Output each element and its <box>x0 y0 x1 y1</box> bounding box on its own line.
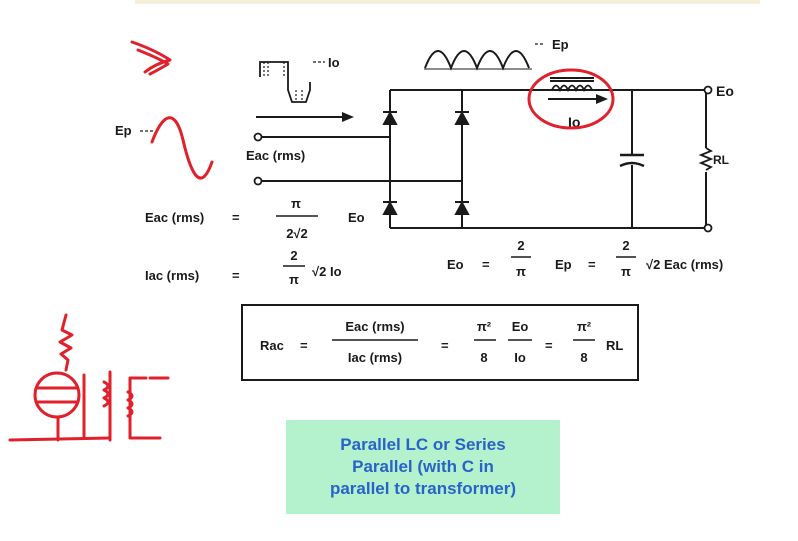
eq2-numerator: 2 <box>290 248 298 263</box>
box-equals-3: = <box>545 338 553 353</box>
box-equals-2: = <box>441 338 449 353</box>
load-resistor <box>701 148 711 170</box>
inductor-current-arrow <box>548 94 608 104</box>
eq1-numerator: π <box>291 196 301 211</box>
eq2-denominator: π <box>289 272 299 287</box>
eq2-lhs: Iac (rms) <box>145 268 200 283</box>
capacitor <box>620 155 644 166</box>
diode-lower-right <box>455 202 469 214</box>
eq3-denominator: π <box>516 264 526 279</box>
ep-left-label: Ep <box>115 123 132 138</box>
top-bar <box>135 0 760 4</box>
square-current-waveform <box>260 62 325 102</box>
circuit-wires <box>260 90 706 228</box>
rl-label: RL <box>713 153 729 167</box>
eq3-numerator: 2 <box>517 238 525 253</box>
triode-sketch-icon <box>10 315 168 440</box>
box-equals-1: = <box>300 338 308 353</box>
box-f3-denominator: Io <box>514 350 526 365</box>
input-terminal-top <box>255 134 262 141</box>
eq2-rhs: √2 Io <box>312 264 342 279</box>
rectified-waveform-ep <box>425 51 529 68</box>
chevron-scribble-icon <box>132 42 170 74</box>
eq3-equals-2: = <box>588 257 596 272</box>
eq3-numerator-2: 2 <box>622 238 630 253</box>
eq3-ep: Ep <box>555 257 572 272</box>
eq3-equals: = <box>482 257 490 272</box>
caption-box <box>286 420 560 514</box>
caption-line-3: parallel to transformer) <box>329 479 517 498</box>
box-f2-denominator: 8 <box>480 350 488 365</box>
box-lhs: Rac <box>260 338 284 353</box>
eo-output-label: Eo <box>716 83 734 99</box>
caption-line-2: Parallel (with C in <box>352 457 494 476</box>
io-inductor-label: Io <box>568 114 581 130</box>
eq3-eo: Eo <box>447 257 464 272</box>
eq3-rhs: √2 Eac (rms) <box>646 257 724 272</box>
box-f4-denominator: 8 <box>580 350 588 365</box>
caption-line-1: Parallel LC or Series <box>340 435 506 454</box>
eq1-equals: = <box>232 210 240 225</box>
diode-upper-left <box>383 112 397 124</box>
io-top-label: Io <box>328 55 340 70</box>
box-f2-numerator: π² <box>476 319 492 334</box>
eq3-denominator-2: π <box>621 264 631 279</box>
box-f1-numerator: Eac (rms) <box>345 319 405 334</box>
eq2-equals: = <box>232 268 240 283</box>
box-f1-denominator: Iac (rms) <box>347 350 403 365</box>
diode-upper-right <box>455 112 469 124</box>
box-f3-numerator: Eo <box>511 319 529 334</box>
eq1-denominator: 2√2 <box>286 226 308 241</box>
inductor <box>550 78 594 90</box>
output-terminal-bottom <box>705 225 712 232</box>
output-terminal-top <box>705 87 712 94</box>
eq1-lhs: Eac (rms) <box>145 210 205 225</box>
sine-wave-annotation <box>152 118 212 178</box>
box-rhs: RL <box>606 338 624 353</box>
box-f4-numerator: π² <box>576 319 592 334</box>
eq1-rhs: Eo <box>348 210 365 225</box>
eac-input-label: Eac (rms) <box>246 148 306 163</box>
input-terminal-bottom <box>255 178 262 185</box>
input-current-arrow <box>256 112 354 122</box>
diode-lower-left <box>383 202 397 214</box>
ep-top-label: Ep <box>552 37 569 52</box>
